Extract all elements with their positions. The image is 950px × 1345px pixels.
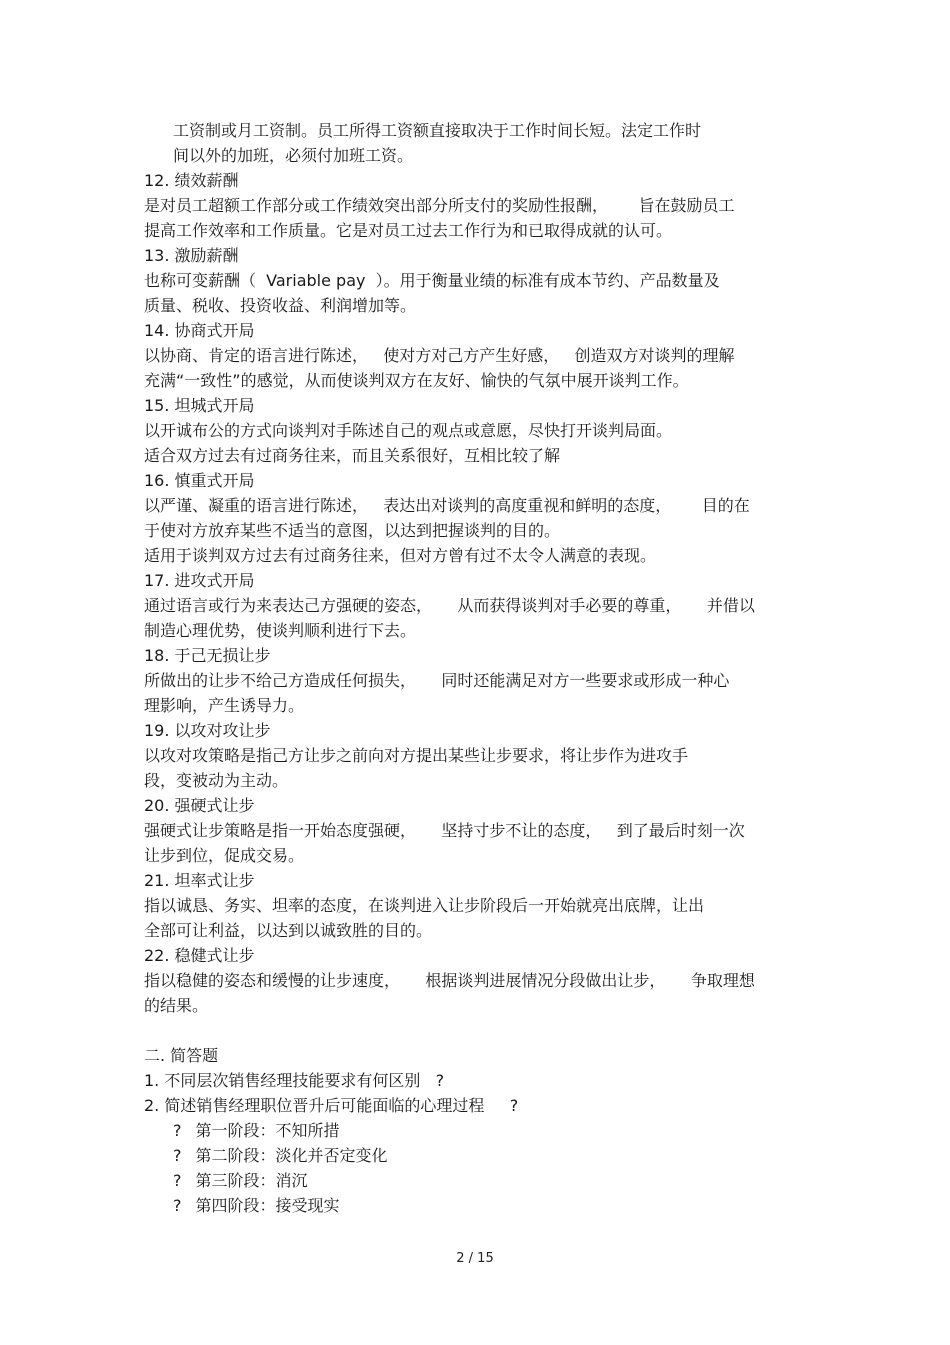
- text-line: 以严谨、凝重的语言进行陈述， 表达出对谈判的高度重视和鲜明的态度， 目的在: [144, 496, 750, 515]
- bullet-marker: ?: [173, 1121, 182, 1140]
- text-line: 强硬式让步策略是指一开始态度强硬， 坚持寸步不让的态度， 到了最后时刻一次: [144, 821, 745, 840]
- term-heading: 16. 慎重式开局: [144, 471, 255, 490]
- text-line: 以开诚布公的方式向谈判对手陈述自己的观点或意愿，尽快打开谈判局面。: [144, 421, 673, 440]
- page-content: [144, 118, 808, 1218]
- text-line: 制造心理优势，使谈判顺利进行下去。: [144, 621, 417, 640]
- bullet-marker: ?: [173, 1171, 182, 1190]
- question-item: 2. 简述销售经理职位晋升后可能面临的心理过程 ?: [144, 1096, 519, 1115]
- text-line: 以协商、肯定的语言进行陈述， 使对方对己方产生好感， 创造双方对谈判的理解: [144, 346, 735, 365]
- term-heading: 18. 于己无损让步: [144, 646, 271, 665]
- text-line: 工资制或月工资制。员工所得工资额直接取决于工作时间长短。法定工作时: [173, 121, 702, 140]
- text-line: 适合双方过去有过商务往来，而且关系很好，互相比较了解: [144, 446, 561, 465]
- bullet-text: 第四阶段：接受现实: [195, 1196, 340, 1215]
- text-line: 指以诚恳、务实、坦率的态度，在谈判进入让步阶段后一开始就亮出底牌，让出: [144, 896, 705, 915]
- page-number: 2 / 15: [456, 1251, 494, 1266]
- text-line: 指以稳健的姿态和缓慢的让步速度， 根据谈判进展情况分段做出让步， 争取理想: [144, 971, 755, 990]
- term-heading: 20. 强硬式让步: [144, 796, 255, 815]
- term-heading: 22. 稳健式让步: [144, 946, 255, 965]
- bullet-item: [144, 1118, 808, 1143]
- bullet-text: 第三阶段：消沉: [195, 1171, 308, 1190]
- text-line: 适用于谈判双方过去有过商务往来，但对方曾有过不太令人满意的表现。: [144, 546, 657, 565]
- text-line: 理影响，产生诱导力。: [144, 696, 305, 715]
- bullet-text: 第一阶段：不知所措: [195, 1121, 340, 1140]
- text-line: 也称可变薪酬（ Variable pay ）。用于衡量业绩的标准有成本节约、产品数量及: [144, 271, 720, 290]
- text-line: 全部可让利益，以达到以诚致胜的目的。: [144, 921, 433, 940]
- text-line: 充满“一致性”的感觉，从而使谈判双方在友好、愉快的气氛中展开谈判工作。: [144, 371, 689, 390]
- text-line: 于使对方放弃某些不适当的意图，以达到把握谈判的目的。: [144, 521, 561, 540]
- term-heading: 14. 协商式开局: [144, 321, 255, 340]
- text-line: 让步到位，促成交易。: [144, 846, 305, 865]
- term-heading: 21. 坦率式让步: [144, 871, 255, 890]
- section-heading: 二. 简答题: [144, 1046, 219, 1065]
- text-line: 通过语言或行为来表达己方强硬的姿态， 从而获得谈判对手必要的尊重， 并借以: [144, 596, 755, 615]
- term-heading: 17. 进攻式开局: [144, 571, 255, 590]
- bullet-marker: ?: [173, 1146, 182, 1165]
- text-line: 质量、税收、投资收益、利润增加等。: [144, 296, 417, 315]
- bullet-item: [144, 1143, 808, 1168]
- bullet-text: 第二阶段：淡化并否定变化: [195, 1146, 388, 1165]
- text-line: 段，变被动为主动。: [144, 771, 289, 790]
- question-item: 1. 不同层次销售经理技能要求有何区别 ?: [144, 1071, 445, 1090]
- bullet-item: [144, 1193, 808, 1218]
- text-line: 所做出的让步不给己方造成任何损失， 同时还能满足对方一些要求或形成一种心: [144, 671, 730, 690]
- bullet-marker: ?: [173, 1196, 182, 1215]
- blank-line: [144, 1018, 808, 1043]
- text-line: 以攻对攻策略是指己方让步之前向对方提出某些让步要求，将让步作为进攻手: [144, 746, 689, 765]
- term-heading: 19. 以攻对攻让步: [144, 721, 271, 740]
- text-line: 是对员工超额工作部分或工作绩效突出部分所支付的奖励性报酬， 旨在鼓励员工: [144, 196, 735, 215]
- term-heading: 15. 坦城式开局: [144, 396, 255, 415]
- term-heading: 13. 激励薪酬: [144, 246, 239, 265]
- bullet-item: [144, 1168, 808, 1193]
- text-line: 提高工作效率和工作质量。它是对员工过去工作行为和已取得成就的认可。: [144, 221, 673, 240]
- text-line: 的结果。: [144, 996, 209, 1015]
- text-line: 间以外的加班，必须付加班工资。: [173, 146, 414, 165]
- term-heading: 12. 绩效薪酬: [144, 171, 239, 190]
